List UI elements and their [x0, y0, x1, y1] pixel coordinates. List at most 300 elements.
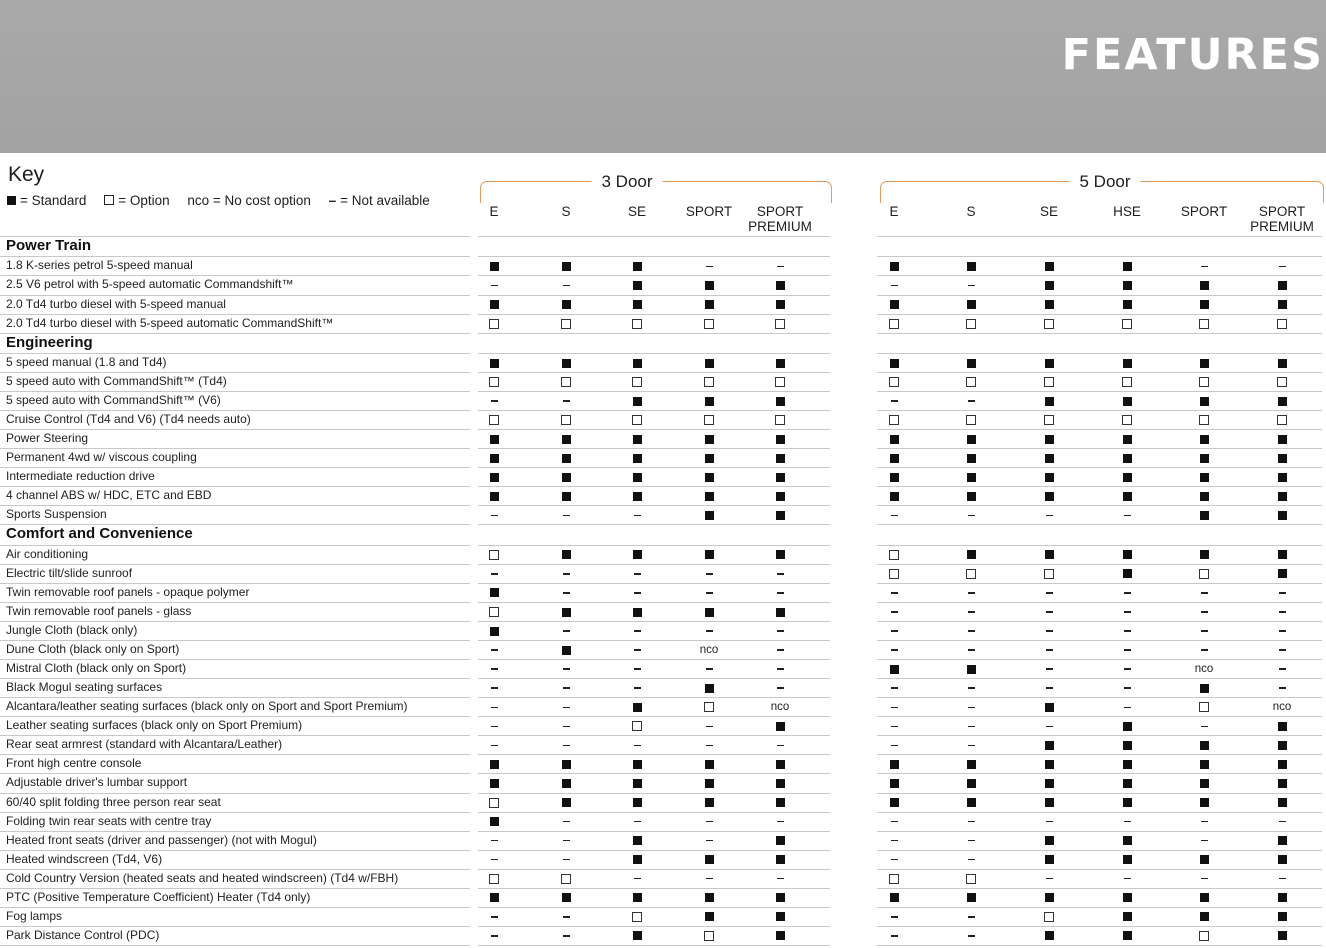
row-divider	[0, 429, 470, 430]
not-available-mark	[556, 700, 576, 714]
not-available-mark	[770, 815, 790, 829]
row-divider	[478, 678, 830, 679]
standard-mark	[1039, 548, 1059, 562]
row-divider	[877, 505, 1322, 506]
not-available-mark	[961, 815, 981, 829]
row-label: Leather seating surfaces (black only on Sport Premium)	[6, 718, 303, 733]
standard-mark	[884, 451, 904, 465]
not-available-mark	[961, 624, 981, 638]
row-divider	[478, 314, 830, 315]
row-divider	[877, 697, 1322, 698]
not-available-mark	[1117, 586, 1137, 600]
row-divider	[877, 659, 1322, 660]
row-divider	[478, 888, 830, 889]
not-available-mark	[556, 681, 576, 695]
not-available-mark	[1272, 872, 1292, 886]
standard-mark	[961, 451, 981, 465]
standard-mark	[1272, 451, 1292, 465]
not-available-mark	[484, 567, 504, 581]
row-divider	[478, 907, 830, 908]
not-available-mark	[627, 681, 647, 695]
not-available-mark	[770, 259, 790, 273]
empty-square-icon	[104, 195, 114, 205]
standard-mark	[1117, 738, 1137, 752]
row-divider	[877, 907, 1322, 908]
option-mark	[961, 872, 981, 886]
standard-mark	[627, 470, 647, 484]
standard-mark	[770, 605, 790, 619]
row-divider	[0, 448, 470, 449]
not-available-mark	[484, 662, 504, 676]
standard-mark	[484, 451, 504, 465]
not-available-mark	[556, 586, 576, 600]
standard-mark	[484, 757, 504, 771]
row-divider	[0, 773, 470, 774]
row-label: 2.0 Td4 turbo diesel with 5-speed automatic CommandShift™	[6, 315, 334, 330]
not-available-mark	[699, 567, 719, 581]
header-banner	[0, 0, 1326, 153]
option-mark	[699, 700, 719, 714]
option-mark	[1117, 375, 1137, 389]
row-divider	[877, 353, 1322, 354]
row-divider	[0, 505, 470, 506]
standard-mark	[484, 356, 504, 370]
standard-mark	[699, 681, 719, 695]
option-mark	[484, 872, 504, 886]
not-available-mark	[627, 643, 647, 657]
row-label: Adjustable driver's lumbar support	[6, 775, 188, 790]
standard-mark	[627, 700, 647, 714]
row-divider	[877, 869, 1322, 870]
option-mark	[1039, 317, 1059, 331]
not-available-mark	[1272, 586, 1292, 600]
section-title: Engineering	[6, 333, 93, 351]
standard-mark	[627, 776, 647, 790]
standard-mark	[484, 298, 504, 312]
not-available-mark	[484, 681, 504, 695]
key-not-available: – = Not available	[328, 193, 430, 208]
row-divider	[0, 697, 470, 698]
row-divider	[0, 907, 470, 908]
not-available-mark	[1117, 508, 1137, 522]
standard-mark	[1039, 834, 1059, 848]
row-divider	[0, 793, 470, 794]
key-option: = Option	[104, 193, 169, 208]
key-no-cost-option: nco = No cost option	[187, 193, 311, 208]
row-label: Sports Suspension	[6, 507, 107, 522]
not-available-mark	[627, 662, 647, 676]
standard-mark	[1272, 548, 1292, 562]
row-label: 5 speed auto with CommandShift™ (V6)	[6, 393, 221, 408]
not-available-mark	[770, 643, 790, 657]
row-divider	[877, 372, 1322, 373]
not-available-mark	[699, 662, 719, 676]
row-divider	[478, 333, 830, 334]
standard-mark	[699, 451, 719, 465]
standard-mark	[556, 643, 576, 657]
standard-mark	[770, 929, 790, 943]
standard-mark	[1194, 681, 1214, 695]
option-mark	[484, 548, 504, 562]
standard-mark	[1039, 700, 1059, 714]
standard-mark	[770, 719, 790, 733]
standard-mark	[884, 259, 904, 273]
not-available-mark	[1194, 719, 1214, 733]
not-available-mark	[556, 853, 576, 867]
standard-mark	[627, 605, 647, 619]
not-available-mark	[884, 278, 904, 292]
not-available-mark	[484, 700, 504, 714]
not-available-mark	[1039, 643, 1059, 657]
row-label: Power Steering	[6, 431, 89, 446]
standard-mark	[1039, 776, 1059, 790]
option-mark	[699, 317, 719, 331]
not-available-mark	[1117, 700, 1137, 714]
row-divider	[0, 621, 470, 622]
standard-mark	[961, 548, 981, 562]
standard-mark	[961, 489, 981, 503]
standard-mark	[1194, 298, 1214, 312]
standard-mark	[484, 259, 504, 273]
standard-mark	[699, 278, 719, 292]
option-mark	[961, 317, 981, 331]
row-divider	[877, 486, 1322, 487]
standard-mark	[961, 356, 981, 370]
not-available-mark	[770, 872, 790, 886]
not-available-mark	[961, 853, 981, 867]
group-title: 3 Door	[591, 172, 662, 192]
standard-mark	[1194, 548, 1214, 562]
standard-mark	[884, 796, 904, 810]
standard-mark	[1117, 929, 1137, 943]
standard-mark	[1117, 278, 1137, 292]
standard-mark	[556, 489, 576, 503]
standard-mark	[1194, 278, 1214, 292]
not-available-mark	[1194, 643, 1214, 657]
row-divider	[877, 850, 1322, 851]
row-divider	[478, 926, 830, 927]
standard-mark	[1117, 910, 1137, 924]
not-available-mark	[627, 586, 647, 600]
not-available-mark	[1117, 624, 1137, 638]
standard-mark	[1272, 910, 1292, 924]
not-available-mark	[556, 738, 576, 752]
standard-mark	[1117, 259, 1137, 273]
standard-mark	[484, 470, 504, 484]
row-divider	[478, 602, 830, 603]
option-mark	[961, 567, 981, 581]
not-available-mark	[1117, 643, 1137, 657]
nco-mark: nco	[770, 701, 790, 714]
row-divider	[0, 754, 470, 755]
standard-mark	[884, 776, 904, 790]
standard-mark	[1272, 738, 1292, 752]
column-header: E	[489, 204, 499, 219]
standard-mark	[1272, 567, 1292, 581]
standard-mark	[1117, 853, 1137, 867]
row-label: Fog lamps	[6, 908, 63, 923]
not-available-mark	[770, 586, 790, 600]
section-title: Power Train	[6, 237, 92, 254]
standard-mark	[770, 470, 790, 484]
standard-mark	[627, 432, 647, 446]
standard-mark	[1117, 470, 1137, 484]
not-available-mark	[1117, 872, 1137, 886]
standard-mark	[884, 757, 904, 771]
standard-mark	[699, 298, 719, 312]
standard-mark	[770, 451, 790, 465]
standard-mark	[556, 757, 576, 771]
standard-mark	[770, 394, 790, 408]
standard-mark	[1117, 796, 1137, 810]
row-label: Intermediate reduction drive	[6, 469, 155, 484]
standard-mark	[770, 356, 790, 370]
standard-mark	[770, 489, 790, 503]
row-divider	[0, 831, 470, 832]
standard-mark	[770, 757, 790, 771]
standard-mark	[484, 815, 504, 829]
standard-mark	[556, 796, 576, 810]
option-mark	[1194, 317, 1214, 331]
row-divider	[478, 545, 830, 546]
not-available-mark	[770, 738, 790, 752]
not-available-mark	[1194, 624, 1214, 638]
not-available-mark	[699, 872, 719, 886]
not-available-mark	[627, 872, 647, 886]
not-available-mark	[884, 815, 904, 829]
not-available-mark	[556, 662, 576, 676]
row-divider	[0, 314, 470, 315]
not-available-mark	[1039, 872, 1059, 886]
row-divider	[877, 812, 1322, 813]
standard-mark	[1039, 738, 1059, 752]
row-label: Black Mogul seating surfaces	[6, 680, 163, 695]
not-available-mark	[1117, 681, 1137, 695]
option-mark	[961, 413, 981, 427]
page-title: FEATURES	[1061, 30, 1324, 80]
not-available-mark	[884, 394, 904, 408]
not-available-mark	[1117, 662, 1137, 676]
not-available-mark	[1194, 605, 1214, 619]
standard-mark	[1039, 929, 1059, 943]
not-available-mark	[556, 815, 576, 829]
option-mark	[627, 317, 647, 331]
standard-mark	[884, 891, 904, 905]
not-available-mark	[699, 815, 719, 829]
row-divider	[0, 545, 470, 546]
not-available-mark	[961, 738, 981, 752]
row-divider	[478, 295, 830, 296]
row-divider	[0, 410, 470, 411]
standard-mark	[770, 910, 790, 924]
column-header: SE	[627, 204, 647, 219]
row-label: Folding twin rear seats with centre tray	[6, 813, 212, 828]
option-mark	[1117, 413, 1137, 427]
standard-mark	[770, 278, 790, 292]
column-header: SPORT	[1180, 204, 1228, 219]
not-available-mark	[1272, 815, 1292, 829]
option-mark	[1194, 929, 1214, 943]
row-divider	[0, 353, 470, 354]
standard-mark	[627, 548, 647, 562]
not-available-mark	[699, 719, 719, 733]
standard-mark	[770, 891, 790, 905]
filled-square-icon	[7, 196, 16, 205]
standard-mark	[1272, 394, 1292, 408]
not-available-mark	[1194, 259, 1214, 273]
not-available-mark	[556, 508, 576, 522]
option-mark	[556, 413, 576, 427]
option-mark	[699, 929, 719, 943]
not-available-mark	[961, 643, 981, 657]
standard-mark	[1117, 567, 1137, 581]
standard-mark	[1194, 796, 1214, 810]
row-label: Twin removable roof panels - glass	[6, 604, 192, 618]
standard-mark	[627, 929, 647, 943]
not-available-mark	[699, 259, 719, 273]
row-divider	[877, 429, 1322, 430]
option-mark	[1039, 910, 1059, 924]
standard-mark	[1039, 757, 1059, 771]
row-label: 4 channel ABS w/ HDC, ETC and EBD	[6, 488, 212, 503]
not-available-mark	[1039, 815, 1059, 829]
row-divider	[478, 945, 830, 946]
standard-mark	[770, 834, 790, 848]
standard-mark	[1194, 508, 1214, 522]
row-divider	[478, 831, 830, 832]
standard-mark	[961, 662, 981, 676]
row-divider	[0, 295, 470, 296]
not-available-mark	[961, 719, 981, 733]
standard-mark	[1272, 432, 1292, 446]
row-divider	[478, 256, 830, 257]
not-available-mark	[699, 834, 719, 848]
not-available-mark	[1194, 586, 1214, 600]
nco-mark: nco	[699, 644, 719, 657]
standard-mark	[699, 394, 719, 408]
not-available-mark	[556, 567, 576, 581]
option-mark	[556, 317, 576, 331]
standard-mark	[556, 451, 576, 465]
row-divider	[877, 735, 1322, 736]
not-available-mark	[1117, 815, 1137, 829]
standard-mark	[484, 432, 504, 446]
row-label: Cruise Control (Td4 and V6) (Td4 needs auto)	[6, 412, 251, 427]
standard-mark	[1272, 470, 1292, 484]
standard-mark	[770, 776, 790, 790]
standard-mark	[961, 432, 981, 446]
not-available-mark	[884, 643, 904, 657]
option-mark	[484, 605, 504, 619]
row-divider	[877, 295, 1322, 296]
not-available-mark	[1039, 508, 1059, 522]
row-divider	[877, 621, 1322, 622]
standard-mark	[627, 259, 647, 273]
standard-mark	[961, 259, 981, 273]
row-divider	[877, 773, 1322, 774]
row-divider	[877, 391, 1322, 392]
not-available-mark	[884, 929, 904, 943]
column-header: SPORT PREMIUM	[1250, 204, 1314, 234]
standard-mark	[1039, 451, 1059, 465]
standard-mark	[1272, 834, 1292, 848]
standard-mark	[1272, 796, 1292, 810]
standard-mark	[1117, 891, 1137, 905]
row-divider	[877, 314, 1322, 315]
standard-mark	[1117, 834, 1137, 848]
option-mark	[770, 413, 790, 427]
option-mark	[884, 548, 904, 562]
standard-mark	[699, 508, 719, 522]
option-mark	[884, 375, 904, 389]
standard-mark	[1117, 489, 1137, 503]
standard-mark	[1117, 451, 1137, 465]
row-label: Alcantara/leather seating surfaces (black only on Sport and Sport Premium)	[6, 699, 408, 714]
standard-mark	[627, 796, 647, 810]
not-available-mark	[484, 834, 504, 848]
standard-mark	[556, 605, 576, 619]
option-mark	[484, 375, 504, 389]
not-available-mark	[1039, 681, 1059, 695]
not-available-mark	[770, 681, 790, 695]
option-mark	[1272, 375, 1292, 389]
not-available-mark	[1272, 259, 1292, 273]
row-divider	[877, 945, 1322, 946]
not-available-mark	[884, 738, 904, 752]
standard-mark	[961, 298, 981, 312]
option-mark	[1194, 700, 1214, 714]
row-divider	[0, 850, 470, 851]
row-divider	[478, 754, 830, 755]
not-available-mark	[1194, 834, 1214, 848]
row-divider	[0, 926, 470, 927]
group-title: 5 Door	[1069, 172, 1140, 192]
standard-mark	[627, 489, 647, 503]
row-divider	[877, 888, 1322, 889]
standard-mark	[699, 489, 719, 503]
row-divider	[478, 812, 830, 813]
not-available-mark	[961, 605, 981, 619]
standard-mark	[770, 853, 790, 867]
not-available-mark	[961, 278, 981, 292]
standard-mark	[770, 796, 790, 810]
standard-mark	[1039, 470, 1059, 484]
row-divider	[877, 602, 1322, 603]
standard-mark	[884, 470, 904, 484]
row-divider	[877, 678, 1322, 679]
section-title: Comfort and Convenience	[6, 525, 193, 543]
standard-mark	[884, 489, 904, 503]
row-divider	[0, 945, 470, 946]
row-divider	[478, 467, 830, 468]
row-divider	[478, 716, 830, 717]
row-divider	[478, 793, 830, 794]
row-divider	[877, 448, 1322, 449]
row-divider	[0, 640, 470, 641]
row-divider	[0, 564, 470, 565]
option-mark	[627, 375, 647, 389]
column-header: S	[561, 204, 571, 219]
standard-mark	[961, 470, 981, 484]
row-label: Cold Country Version (heated seats and heated windscreen) (Td4 w/FBH)	[6, 870, 399, 885]
row-divider	[478, 505, 830, 506]
not-available-mark	[1039, 586, 1059, 600]
row-divider	[0, 812, 470, 813]
not-available-mark	[884, 508, 904, 522]
row-divider	[478, 448, 830, 449]
option-mark	[770, 375, 790, 389]
standard-mark	[1272, 929, 1292, 943]
